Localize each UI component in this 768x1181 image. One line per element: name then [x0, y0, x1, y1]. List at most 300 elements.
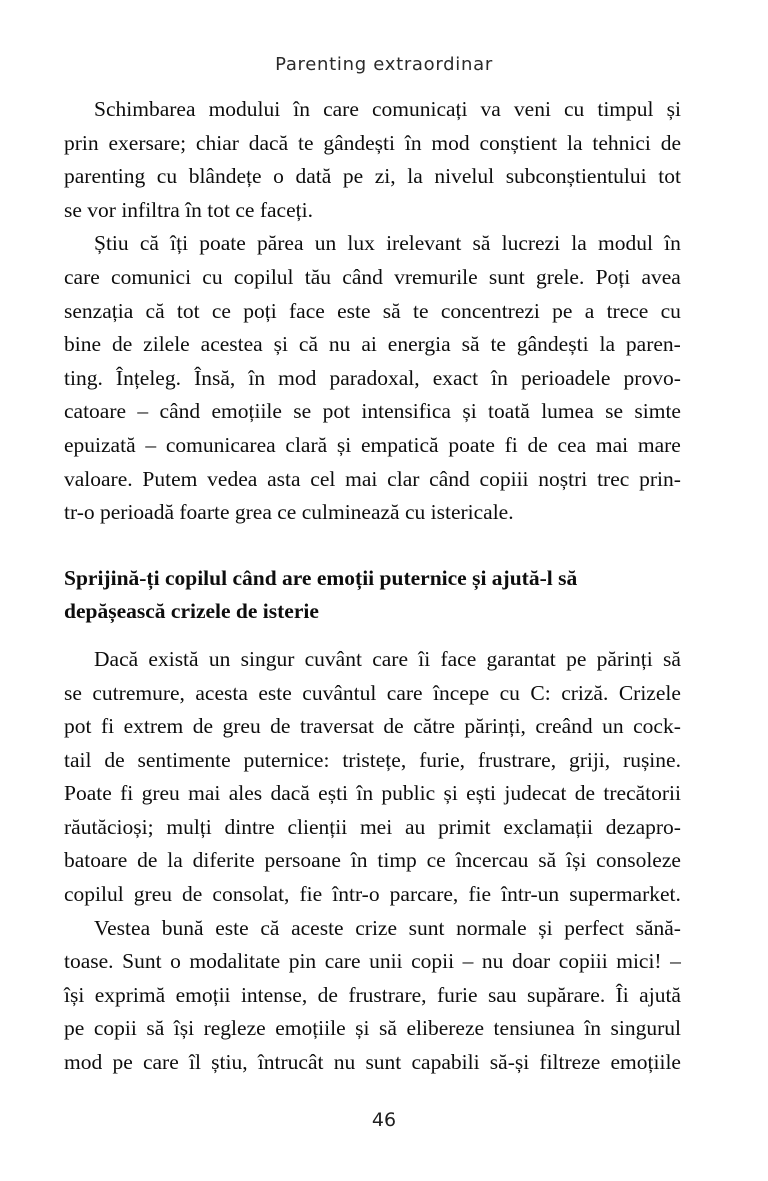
word: irelevant: [386, 231, 462, 256]
word: că: [298, 332, 318, 357]
word: răutăcioși;: [64, 814, 154, 839]
word: mai: [595, 432, 629, 457]
word: Putem: [142, 466, 198, 491]
word: prin-: [639, 466, 681, 491]
word: nu: [481, 949, 504, 974]
word: chiar: [195, 130, 239, 155]
word: sănă-: [635, 915, 681, 940]
word: când: [342, 264, 383, 289]
word: de: [111, 332, 133, 357]
word: clară: [285, 432, 328, 457]
word: sunt: [408, 915, 445, 940]
word: să: [379, 1016, 397, 1041]
word: ce: [211, 298, 231, 323]
word: pe: [64, 1016, 85, 1041]
text-line: [64, 295, 681, 329]
word: doar: [511, 949, 551, 974]
word: exact: [432, 365, 479, 390]
word: emoțiile: [610, 1050, 681, 1075]
word: cu: [564, 97, 585, 121]
word: de: [270, 714, 291, 739]
word: la: [167, 848, 183, 873]
word: crize: [355, 915, 398, 940]
text-line: [64, 912, 681, 946]
word: valoare.: [64, 466, 133, 491]
text-line: [64, 677, 681, 711]
word: ting.: [64, 365, 103, 390]
word: de: [527, 432, 548, 457]
word: un: [314, 231, 337, 256]
word: gândești: [323, 130, 395, 155]
word: –: [137, 399, 149, 424]
word: modul: [598, 231, 653, 256]
word: și: [355, 1016, 370, 1041]
word: nivelul: [434, 164, 495, 189]
text-line: [64, 160, 681, 194]
text-line: [64, 945, 681, 979]
word: perfect: [564, 915, 624, 940]
word: îl: [188, 1050, 201, 1075]
word: singur: [240, 646, 295, 671]
word: și: [273, 332, 288, 357]
word: nu: [333, 1050, 356, 1075]
word: te: [490, 332, 506, 357]
word: prin: [64, 130, 99, 155]
word: Schimbarea: [94, 97, 196, 121]
running-head: Parenting extraordinar: [275, 54, 493, 75]
word: pot: [64, 714, 92, 739]
word: cea: [557, 432, 587, 457]
word: trece: [606, 298, 649, 323]
word: creând: [535, 714, 593, 739]
word: copilul: [233, 264, 294, 289]
text-line: [64, 643, 681, 677]
word: bine: [64, 332, 102, 357]
word: cu: [156, 164, 178, 189]
word: puternice:: [243, 747, 330, 772]
word: fie: [299, 882, 323, 907]
word: sunt: [365, 1050, 402, 1075]
word: să: [538, 848, 557, 873]
word: conștient: [479, 130, 558, 155]
word: Sunt: [122, 949, 162, 974]
word: dintre: [224, 814, 275, 839]
word: comunicarea: [165, 432, 276, 457]
word: parenting: [64, 164, 146, 189]
word: public: [381, 781, 436, 806]
word: greu: [141, 781, 180, 806]
word: subconștientului: [505, 164, 647, 189]
word: sau: [487, 982, 517, 1007]
word: veni: [513, 97, 551, 121]
word: mod: [431, 130, 470, 155]
word: batoare: [64, 848, 128, 873]
word: asta: [267, 466, 301, 491]
word: copilul: [64, 882, 124, 907]
word: care: [142, 1050, 179, 1075]
word: Crizele: [618, 680, 681, 705]
word: vremurile: [394, 264, 478, 289]
word: epuizată: [64, 432, 136, 457]
word: griji,: [568, 747, 611, 772]
word: mod: [64, 1050, 103, 1075]
word: Însă,: [194, 365, 236, 390]
word: de: [574, 781, 596, 806]
word: tail: [64, 747, 92, 772]
word: bună: [161, 915, 204, 940]
text-line: se vor infiltra în tot ce faceți.: [64, 197, 313, 222]
word: emoții: [175, 982, 231, 1007]
word: timp: [377, 848, 417, 873]
word: catoare: [64, 399, 127, 424]
word: pin: [288, 949, 317, 974]
word: de: [192, 714, 214, 739]
word: îți: [170, 231, 189, 256]
word: pe: [566, 646, 587, 671]
word: să-și: [489, 1050, 530, 1075]
word: la: [566, 130, 583, 155]
word: într-o: [332, 882, 380, 907]
word: mulți: [166, 814, 212, 839]
word: mici!: [616, 949, 662, 974]
word: judecat: [504, 781, 567, 806]
word: senzația: [64, 298, 134, 323]
text-line: [64, 878, 681, 912]
word: dată: [295, 164, 332, 189]
word: Îi: [615, 982, 629, 1007]
word: regleze: [203, 1016, 266, 1041]
word: parcare,: [389, 882, 459, 907]
word: comunici: [111, 264, 192, 289]
word: o: [273, 164, 284, 189]
word: te: [297, 130, 314, 155]
word: capabili: [411, 1050, 480, 1075]
word: supărare.: [527, 982, 606, 1007]
text-line: [64, 362, 681, 396]
word: poți: [243, 298, 277, 323]
word: nu: [328, 332, 351, 357]
word: furie,: [419, 747, 466, 772]
word: unii: [369, 949, 403, 974]
word: un: [208, 646, 231, 671]
word: poate: [448, 432, 495, 457]
word: se: [293, 399, 312, 424]
word: de: [182, 882, 203, 907]
word: face: [289, 298, 325, 323]
word: că: [260, 915, 280, 940]
word: intense,: [240, 982, 308, 1007]
word: dacă: [270, 781, 310, 806]
word: tot: [658, 164, 681, 189]
word: extrem: [123, 714, 184, 739]
paragraph: [64, 227, 681, 529]
word: părea: [256, 231, 304, 256]
word: intensifica: [361, 399, 451, 424]
word: care: [323, 97, 359, 121]
word: într-un: [501, 882, 560, 907]
word: tristețe,: [342, 747, 407, 772]
word: tău: [304, 264, 332, 289]
word: copii: [411, 949, 455, 974]
word: tot: [176, 298, 200, 323]
word: în: [491, 365, 508, 390]
word: este: [215, 915, 249, 940]
word: ai: [361, 332, 377, 357]
word: dezapro-: [605, 814, 681, 839]
text-line: tr-o perioadă foarte grea ce culminează cu istericale.: [64, 500, 514, 525]
word: timpul: [597, 97, 654, 121]
word: la: [571, 231, 587, 256]
word: acesta: [195, 680, 248, 705]
word: lux: [347, 231, 375, 256]
text-line: [64, 811, 681, 845]
word: fi: [120, 781, 134, 806]
word: exersare;: [108, 130, 187, 155]
word: normale: [456, 915, 527, 940]
word: clienții: [287, 814, 348, 839]
word: traversat: [299, 714, 374, 739]
word: la: [599, 332, 615, 357]
word: criză.: [561, 680, 609, 705]
word: avea: [641, 264, 681, 289]
word: te: [413, 298, 429, 323]
word: –: [670, 949, 681, 974]
text-line: [64, 1046, 681, 1080]
word: cu: [499, 680, 520, 705]
word: va: [480, 97, 501, 121]
word: când: [159, 399, 201, 424]
word: lucrezi: [501, 231, 561, 256]
word: Dacă: [94, 646, 139, 671]
word: paradoxal,: [329, 365, 420, 390]
word: persoane: [264, 848, 341, 873]
page-number: 46: [371, 1108, 397, 1131]
word: întrucât: [257, 1050, 324, 1075]
word: mai: [188, 781, 221, 806]
word: pe: [112, 1050, 133, 1075]
word: copiii: [479, 466, 529, 491]
word: sentimente: [137, 747, 231, 772]
word: aceste: [291, 915, 344, 940]
word: filtreze: [539, 1050, 601, 1075]
word: blândețe: [188, 164, 262, 189]
word: care: [324, 949, 361, 974]
word: să: [663, 646, 681, 671]
word: diferite: [192, 848, 255, 873]
word: Știu: [94, 231, 129, 256]
word: de: [317, 982, 338, 1007]
text-line: [64, 979, 681, 1013]
word: cu: [660, 298, 681, 323]
word: fi: [100, 714, 115, 739]
word: supermarket.: [569, 882, 681, 907]
word: la: [407, 164, 423, 189]
word: zilele: [143, 332, 190, 357]
word: perioadele: [520, 365, 611, 390]
word: Înțeleg.: [115, 365, 181, 390]
text-line: [64, 227, 681, 261]
word: concentrezi: [440, 298, 540, 323]
word: frustrare,: [348, 982, 427, 1007]
word: singurul: [610, 1016, 681, 1041]
word: în: [356, 781, 374, 806]
word: trecătorii: [603, 781, 681, 806]
word: emoțiile: [275, 1016, 346, 1041]
word: lumea: [541, 399, 594, 424]
word: să: [461, 332, 480, 357]
heading-line: Sprijină-ți copilul când are emoții puternice și ajută-l să: [64, 565, 578, 590]
word: comunicați: [371, 97, 468, 121]
word: că: [139, 231, 159, 256]
word: paren-: [625, 332, 681, 357]
word: greu: [133, 882, 172, 907]
word: modului: [208, 97, 281, 121]
word: care: [386, 680, 423, 705]
word: părinți: [596, 646, 653, 671]
word: pot: [322, 399, 351, 424]
word: cutremure,: [92, 680, 185, 705]
word: să: [382, 298, 401, 323]
word: fi: [504, 432, 518, 457]
word: un: [602, 714, 624, 739]
word: în: [248, 365, 266, 390]
word: acestea: [200, 332, 263, 357]
word: este: [337, 298, 371, 323]
word: îi: [418, 646, 431, 671]
word: fie: [468, 882, 492, 907]
text-line: [64, 429, 681, 463]
heading-line: depășească crizele de isterie: [64, 599, 319, 624]
word: energia: [387, 332, 451, 357]
word: își: [173, 1016, 195, 1041]
word: tehnici: [592, 130, 651, 155]
word: de: [383, 714, 404, 739]
text-line: [64, 844, 681, 878]
word: au: [404, 814, 426, 839]
word: care: [64, 264, 100, 289]
word: mei: [359, 814, 393, 839]
section-heading: [64, 562, 681, 629]
word: consolat,: [212, 882, 290, 907]
word: în: [584, 1016, 601, 1041]
word: își: [566, 848, 587, 873]
word: C:: [530, 680, 551, 705]
word: cuvânt: [304, 646, 362, 671]
word: greu: [222, 714, 261, 739]
text-line: [64, 777, 681, 811]
word: mai: [345, 466, 378, 491]
word: ești: [318, 781, 349, 806]
word: și: [443, 781, 458, 806]
word: provo-: [623, 365, 681, 390]
word: că: [145, 298, 165, 323]
word: simte: [634, 399, 681, 424]
word: consoleze: [596, 848, 681, 873]
word: copii: [93, 1016, 137, 1041]
word: Poți: [595, 264, 631, 289]
word: noștri: [538, 466, 588, 491]
word: de: [104, 747, 125, 772]
word: cel: [310, 466, 336, 491]
text-line: [64, 127, 681, 161]
word: –: [462, 949, 474, 974]
text-line: [64, 744, 681, 778]
word: și: [538, 915, 553, 940]
word: să: [472, 231, 491, 256]
text-line: [64, 463, 681, 497]
word: părinți,: [464, 714, 526, 739]
word: frustrare,: [477, 747, 557, 772]
word: sunt: [488, 264, 525, 289]
word: în: [404, 130, 422, 155]
word: și: [462, 399, 477, 424]
word: emoțiile: [211, 399, 282, 424]
word: clar: [387, 466, 420, 491]
word: începe: [433, 680, 490, 705]
word: și: [666, 97, 681, 121]
text-line: [64, 710, 681, 744]
word: cuvântul: [302, 680, 377, 705]
word: trec: [597, 466, 630, 491]
word: –: [145, 432, 157, 457]
word: se: [64, 680, 82, 705]
word: modalitate: [189, 949, 281, 974]
text-line: [64, 328, 681, 362]
text-line: [64, 93, 681, 127]
word: vedea: [207, 466, 258, 491]
word: rușine.: [623, 747, 681, 772]
word: copiii: [558, 949, 608, 974]
word: mare: [637, 432, 681, 457]
word: de: [660, 130, 681, 155]
word: și: [336, 432, 352, 457]
word: pe: [342, 164, 364, 189]
text-line: [64, 395, 681, 429]
word: elibereze: [406, 1016, 485, 1041]
word: tensiunea: [493, 1016, 575, 1041]
word: încercau: [455, 848, 529, 873]
text-line: [64, 1012, 681, 1046]
word: către: [413, 714, 455, 739]
word: toase.: [64, 949, 114, 974]
word: furie: [436, 982, 478, 1007]
word: cu: [202, 264, 223, 289]
text-line: [64, 261, 681, 295]
word: în: [293, 97, 311, 121]
word: toată: [488, 399, 530, 424]
word: a: [584, 298, 595, 323]
paragraph: [64, 643, 681, 912]
word: Poate: [64, 781, 112, 806]
word: gândești: [516, 332, 589, 357]
word: cock-: [633, 714, 681, 739]
word: face: [440, 646, 477, 671]
word: știu,: [211, 1050, 248, 1075]
word: există: [148, 646, 199, 671]
word: când: [429, 466, 470, 491]
word: o: [170, 949, 181, 974]
word: dacă: [248, 130, 289, 155]
word: pe: [552, 298, 573, 323]
word: în: [350, 848, 368, 873]
word: mod: [278, 365, 317, 390]
word: ales: [228, 781, 263, 806]
word: poate: [199, 231, 246, 256]
word: exclamații: [503, 814, 593, 839]
word: empatică: [360, 432, 439, 457]
body-text: [64, 93, 681, 1080]
word: ajută: [639, 982, 681, 1007]
